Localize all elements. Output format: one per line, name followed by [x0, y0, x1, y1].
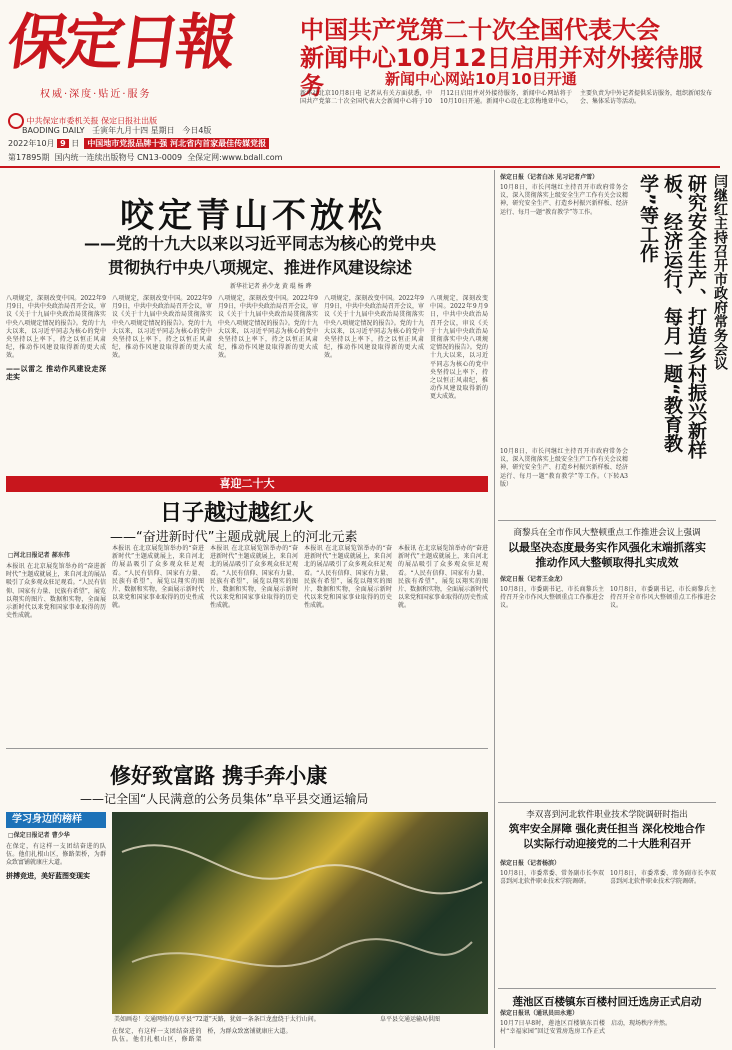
story2-col3: [210, 545, 298, 743]
story2-col1: [6, 563, 106, 743]
website: 全保定网:www.bdall.com: [187, 153, 283, 162]
right2-kicker: 商黎兵在全市作风大整顿重点工作推进会议上强调: [513, 528, 701, 538]
lead-body-col4: [324, 295, 424, 465]
right2-byline: 保定日报（记者王金龙）: [500, 576, 567, 583]
masthead-info-row: [22, 125, 211, 136]
publisher: 中共保定市委机关报 保定日报社出版: [26, 116, 158, 126]
top-story-subtitle: 新闻中心网站10月10日开通: [385, 70, 577, 88]
right2-title-line2: 推动作风大整顿取得扎实成效: [535, 556, 679, 569]
right1-vertical-title-b: 研究安全生产、打造乡村振兴新样板、经济运行、每月一题“教育教学”等工作: [637, 174, 707, 459]
brand-slogan: 中国地市党报品牌十强 河北省内首家最佳传媒党报: [84, 138, 269, 149]
pinyin: BAODING DAILY: [22, 126, 85, 135]
column-divider: [494, 170, 495, 1048]
photo-caption: 美如画卷！交通网络的阜平县“72道”天路，犹如一条条巨龙盘绕于太行山间。: [114, 1016, 320, 1023]
story3-byline: □保定日报记者 曹少华: [8, 832, 70, 839]
story2-col5: [398, 545, 488, 743]
issue-row: [8, 152, 282, 163]
story2-col2: [112, 545, 204, 743]
right3-title-line2: 以实际行动迎接党的二十大胜利召开: [523, 838, 691, 850]
story2-body-cont3: 本报讯 在北京展览馆举办的“奋进新时代”主题成就展上，来自河北的展品吸引了众多观众驻足观看。“人民有信仰、国家有力量、民族有希望”，展览以翔实的图片、数据和实物，全面展示新时代以来党和国家事业取得的历史性成就。: [304, 545, 392, 610]
right3-body: 10月8日，市委常委、常务副市长李双喜到河北软件职业技术学院调研。: [500, 870, 604, 886]
lunar-date: 壬寅年九月十四 星期日: [92, 126, 175, 135]
story3-body-cont: 在保定，有这样一支团结奋进的队伍。他们扎根山区，修路架桥，为群众致富铺就康庄大道。: [112, 1028, 292, 1044]
right3-col2: [610, 870, 716, 982]
story-divider: [6, 748, 488, 749]
story2-subtitle: ——“奋进新时代”主题成就展上的河北元素: [110, 530, 358, 545]
year-month: 2022年10月: [8, 139, 55, 148]
lead-body: 八项规定，深刻改变中国。2022年9月9日，中共中央政治局召开会议，审议《关于十九届中央政治局贯彻落实中央八项规定情况的报告》。党的十九大以来，以习近平同志为核心的党中央坚持以上率下，持之以恒正风肃纪，推动作风建设取得新的更大成效。: [6, 295, 106, 360]
day-box: 9: [57, 139, 69, 148]
right2-body: 10月8日，市委副书记、市长商黎兵主持召开全市作风大整顿重点工作推进会议。: [500, 586, 604, 610]
story3-title: 修好致富路 携手奔小康: [110, 764, 328, 788]
lead-body-cont: 八项规定，深刻改变中国。2022年9月9日，中共中央政治局召开会议，审议《关于十九届中央政治局贯彻落实中央八项规定情况的报告》。党的十九大以来，以习近平同志为核心的党中央坚持以上率下，持之以恒正风肃纪，推动作风建设取得新的更大成效。: [112, 295, 212, 360]
right1-body: 10月8日，市长闫继红主持召开市政府常务会议，深入贯彻落实上级安全生产工作有关会议精神，研究安全生产、打造乡村振兴新样板、经济运行、每月一题“教育教学”等工作。: [500, 184, 628, 216]
right1-col1: [500, 184, 628, 444]
lead-section-head: ——以雷之 推动作风建设走深走实: [6, 363, 106, 381]
story2-body: 本报讯 在北京展览馆举办的“奋进新时代”主题成就展上，来自河北的展品吸引了众多观众驻足观看。“人民有信仰、国家有力量、民族有希望”，展览以翔实的图片、数据和实物，全面展示新时代以来党和国家事业取得的历史性成就。: [6, 563, 106, 620]
right2-title-line1: 以最坚决态度最务实作风强化末端抓落实: [508, 541, 706, 554]
right1-more: （下转A3版）: [500, 472, 629, 488]
photo-credit: 阜平县交通运输局供图: [380, 1016, 441, 1023]
learning-label: 学习身边的榜样: [6, 812, 106, 828]
right-divider-1: [498, 520, 716, 521]
lead-title: 咬定青山不放松: [120, 196, 386, 236]
right1-vertical-title: [636, 174, 732, 474]
cn-number: 国内统一连续出版物号 CN13-0009: [54, 153, 183, 162]
issue-number: 第17895期: [8, 153, 50, 162]
story3-body: 在保定，有这样一支团结奋进的队伍。他们扎根山区，修路架桥，为群众致富铺就康庄大道。: [6, 843, 106, 867]
lead-body-cont3: 八项规定，深刻改变中国。2022年9月9日，中共中央政治局召开会议，审议《关于十九届中央政治局贯彻落实中央八项规定情况的报告》。党的十九大以来，以习近平同志为核心的党中央坚持以上率下，持之以恒正风肃纪，推动作风建设取得新的更大成效。: [324, 295, 424, 360]
lead-subtitle-line1: ——党的十九大以来以习近平同志为核心的党中央: [83, 234, 436, 253]
right3-title-line1: 筑牢安全屏障 强化责任担当 深化校地合作: [508, 823, 706, 835]
story2-title: 日子越过越红火: [160, 501, 315, 526]
lead-body-cont2: 八项规定，深刻改变中国。2022年9月9日，中共中央政治局召开会议，审议《关于十九届中央政治局贯彻落实中央八项规定情况的报告》。党的十九大以来，以习近平同志为核心的党中央坚持以上率下，持之以恒正风肃纪，推动作风建设取得新的更大成效。: [218, 295, 318, 360]
right3-col1: [500, 870, 604, 982]
right1-col2: [500, 448, 628, 508]
page-count: 今日4版: [182, 126, 212, 135]
lead-subtitle-line2: 贯彻执行中央八项规定、推进作风建设综述: [107, 258, 412, 277]
right1-vertical-title-a: 闫继红主持召开市政府常务会议: [712, 174, 728, 370]
newspaper-logo: 保定日報: [3, 8, 237, 78]
learning-section: 拼搏竞进，美好蓝图变现实: [6, 870, 90, 880]
lead-body-col3: [218, 295, 318, 465]
story3-col1: [6, 843, 106, 1043]
road-photo: [112, 812, 488, 1014]
right2-body-cont: 10月8日，市委副书记、市长商黎兵主持召开全市作风大整顿重点工作推进会议。: [610, 586, 716, 610]
top-story-title-line1: 中国共产党第二十次全国代表大会: [300, 16, 660, 44]
story2-body-cont2: 本报讯 在北京展览馆举办的“奋进新时代”主题成就展上，来自河北的展品吸引了众多观众驻足观看。“人民有信仰、国家有力量、民族有希望”，展览以翔实的图片、数据和实物，全面展示新时代以来党和国家事业取得的历史性成就。: [210, 545, 298, 610]
story3-bottom-cols: [112, 1028, 488, 1048]
lead-body-col2: [112, 295, 212, 465]
right-divider-3: [498, 988, 716, 989]
winding-road-graphic: [112, 812, 488, 1014]
right3-title: [498, 822, 716, 852]
right2-title: [498, 540, 716, 570]
lead-byline: 新华社记者 孙少龙 黄 琨 杨 晔: [230, 283, 312, 290]
right3-body-cont: 10月8日，市委常委、常务副市长李双喜到河北软件职业技术学院调研。: [610, 870, 716, 886]
story2-col4: [304, 545, 392, 743]
right4-title: 莲池区百楼镇东百楼村回迁选房正式启动: [512, 996, 702, 1008]
top-story-body: 新华社北京10月8日电 记者从有关方面获悉，中国共产党第二十次全国代表大会新闻中心将于10月12日启用并对外接待服务，新闻中心网站将于10月10日开通。新闻中心设在北京梅地亚中心，主要负责为中外记者提供采访服务，组织新闻发布会、集体采访等活动。: [300, 90, 713, 106]
right1-body-cont: 10月8日，市长闫继红主持召开市政府常务会议，深入贯彻落实上级安全生产工作有关会议精神，研究安全生产、打造乡村振兴新样板、经济运行、每月一题“教育教学”等工作。: [500, 448, 628, 480]
day-suffix: 日: [71, 139, 80, 148]
story3-subtitle: ——记全国“人民满意的公务员集体”阜平县交通运输局: [80, 792, 369, 806]
right4-body: 10月7日早8时，莲池区百楼镇东百楼村“幸福家园”回迁安置房选房工作正式启动，现场秩序井然。: [500, 1020, 672, 1036]
lead-subtitle: [40, 232, 480, 280]
section-banner: 喜迎二十大: [6, 476, 488, 492]
right2-col2: [610, 586, 716, 796]
right-divider-2: [498, 802, 716, 803]
right4-body-cols: [500, 1020, 716, 1048]
story2-byline: □河北日报记者 郝东伟: [8, 552, 70, 559]
lead-body-col1: [6, 295, 106, 465]
lead-body-cont4: 八项规定，深刻改变中国。2022年9月9日，中共中央政治局召开会议，审议《关于十九届中央政治局贯彻落实中央八项规定情况的报告》。党的十九大以来，以习近平同志为核心的党中央坚持以上率下，持之以恒正风肃纪，推动作风建设取得新的更大成效。: [430, 295, 488, 401]
date-row: [8, 138, 269, 149]
right3-byline: 保定日报（记者杨滨）: [500, 860, 561, 867]
story2-body-cont4: 本报讯 在北京展览馆举办的“奋进新时代”主题成就展上，来自河北的展品吸引了众多观众驻足观看。“人民有信仰、国家有力量、民族有希望”，展览以翔实的图片、数据和实物，全面展示新时代以来党和国家事业取得的历史性成就。: [398, 545, 489, 610]
top-story-title-line2: 新闻中心10月12日启用并对外接待服务: [300, 44, 703, 100]
right4-byline: 保定日报讯（通讯员田永莲）: [500, 1010, 579, 1017]
right3-kicker: 李双喜到河北软件职业技术学院调研时指出: [526, 810, 688, 820]
lead-body-col5: [430, 295, 488, 465]
slogan: 权威·深度·贴近·服务: [40, 89, 152, 100]
story2-body-cont: 本报讯 在北京展览馆举办的“奋进新时代”主题成就展上，来自河北的展品吸引了众多观众驻足观看。“人民有信仰、国家有力量、民族有希望”，展览以翔实的图片、数据和实物，全面展示新时代以来党和国家事业取得的历史性成就。: [112, 545, 204, 610]
right1-byline: 保定日报（记者白冰 见习记者卢雪）: [500, 174, 599, 181]
right2-col1: [500, 586, 604, 796]
masthead-divider: [0, 166, 720, 168]
